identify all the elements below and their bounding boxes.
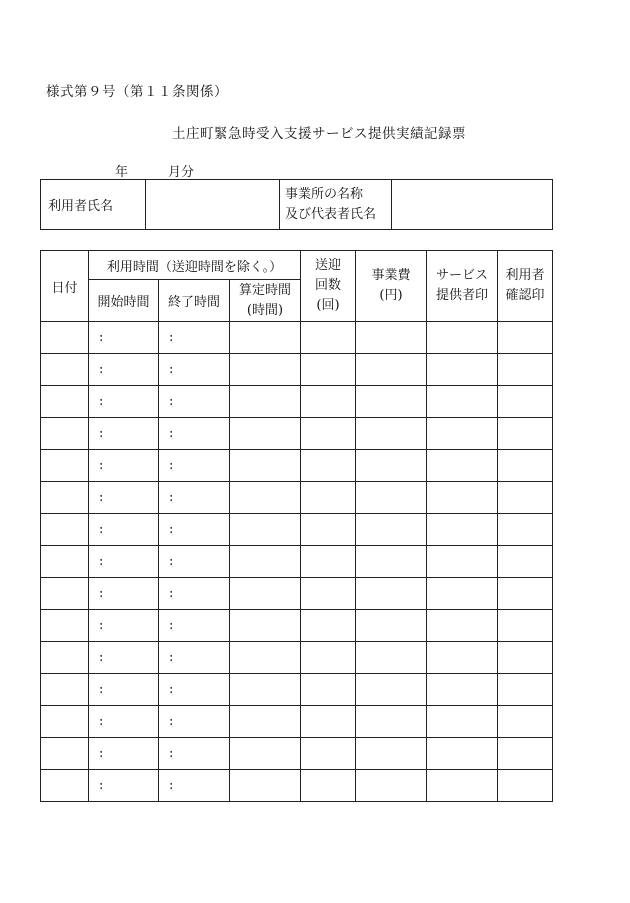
calc-time-cell[interactable] [230, 322, 301, 354]
cost-cell[interactable] [356, 706, 427, 738]
transport-count-cell[interactable] [301, 354, 356, 386]
start-time-cell[interactable] [89, 418, 159, 450]
end-time-cell[interactable] [159, 546, 230, 578]
calc-time-cell[interactable] [230, 578, 301, 610]
header-info-table [40, 179, 553, 230]
time-separator: : [169, 778, 174, 793]
transport-count-cell[interactable] [301, 770, 356, 802]
col-calc-time-line1: 算定時間 [238, 282, 291, 298]
start-time-cell[interactable] [89, 354, 159, 386]
provider-seal-cell[interactable] [427, 610, 498, 642]
col-provider-seal-line2: 提供者印 [435, 288, 488, 303]
date-cell[interactable] [41, 642, 89, 674]
cost-cell[interactable] [356, 770, 427, 802]
records-table [40, 250, 553, 802]
time-separator: : [99, 586, 104, 601]
office-label [280, 180, 392, 230]
time-separator: : [169, 330, 174, 345]
time-separator: : [99, 330, 104, 345]
date-cell[interactable] [41, 322, 89, 354]
time-separator: : [99, 554, 104, 569]
date-cell[interactable] [41, 738, 89, 770]
start-time-cell[interactable] [89, 642, 159, 674]
col-transport-header [301, 251, 356, 322]
user-seal-cell[interactable] [498, 418, 553, 450]
end-time-cell[interactable] [159, 322, 230, 354]
cost-cell[interactable] [356, 354, 427, 386]
provider-seal-cell[interactable] [427, 386, 498, 418]
date-cell[interactable] [41, 386, 89, 418]
time-separator: : [99, 618, 104, 633]
end-time-cell[interactable] [159, 418, 230, 450]
table-row [41, 674, 553, 706]
user-seal-cell[interactable] [498, 610, 553, 642]
table-row [41, 578, 553, 610]
col-calc-time-header [230, 280, 301, 322]
start-time-cell[interactable] [89, 386, 159, 418]
table-row [41, 482, 553, 514]
date-cell[interactable] [41, 450, 89, 482]
col-date-header: 日付 [41, 251, 89, 322]
transport-count-cell[interactable] [301, 738, 356, 770]
col-end-time-header: 終了時間 [159, 280, 230, 322]
calc-time-cell[interactable] [230, 738, 301, 770]
office-field[interactable] [392, 180, 553, 230]
user-seal-cell[interactable] [498, 706, 553, 738]
calc-time-cell[interactable] [230, 354, 301, 386]
cost-cell[interactable] [356, 482, 427, 514]
end-time-cell[interactable] [159, 514, 230, 546]
transport-count-cell[interactable] [301, 386, 356, 418]
transport-count-cell[interactable] [301, 578, 356, 610]
provider-seal-cell[interactable] [427, 578, 498, 610]
col-user-seal-line2: 確認印 [505, 288, 545, 303]
time-separator: : [169, 650, 174, 665]
time-separator: : [99, 778, 104, 793]
time-separator: : [99, 394, 104, 409]
transport-count-cell[interactable] [301, 674, 356, 706]
time-separator: : [169, 746, 174, 761]
user-seal-cell[interactable] [498, 482, 553, 514]
time-separator: : [99, 650, 104, 665]
start-time-cell[interactable] [89, 450, 159, 482]
table-row [41, 642, 553, 674]
user-name-field[interactable] [146, 180, 280, 230]
user-seal-cell[interactable] [498, 322, 553, 354]
transport-count-cell[interactable] [301, 482, 356, 514]
cost-cell[interactable] [356, 610, 427, 642]
cost-cell[interactable] [356, 514, 427, 546]
time-separator: : [169, 426, 174, 441]
time-separator: : [169, 682, 174, 697]
start-time-cell[interactable] [89, 738, 159, 770]
col-cost-line1: 事業費 [371, 268, 411, 283]
user-seal-cell[interactable] [498, 546, 553, 578]
end-time-cell[interactable] [159, 674, 230, 706]
provider-seal-cell[interactable] [427, 738, 498, 770]
time-separator: : [99, 714, 104, 729]
user-seal-cell[interactable] [498, 770, 553, 802]
period-year-label: 年 [115, 165, 129, 180]
office-label-line1: 事業所の名称 [285, 186, 364, 202]
table-row [41, 610, 553, 642]
start-time-cell[interactable] [89, 770, 159, 802]
user-seal-cell[interactable] [498, 738, 553, 770]
calc-time-cell[interactable] [230, 642, 301, 674]
end-time-cell[interactable] [159, 770, 230, 802]
time-separator: : [169, 522, 174, 537]
provider-seal-cell[interactable] [427, 546, 498, 578]
table-row [41, 450, 553, 482]
time-separator: : [169, 490, 174, 505]
time-separator: : [169, 554, 174, 569]
col-cost-line2: (円) [379, 288, 403, 303]
transport-count-cell[interactable] [301, 706, 356, 738]
provider-seal-cell[interactable] [427, 514, 498, 546]
col-user-seal-header [498, 251, 553, 322]
time-separator: : [169, 618, 174, 633]
user-seal-cell[interactable] [498, 578, 553, 610]
col-provider-seal-header [427, 251, 498, 322]
office-label-line2: 及び代表者氏名 [285, 206, 377, 222]
time-separator: : [99, 746, 104, 761]
start-time-cell[interactable] [89, 546, 159, 578]
provider-seal-cell[interactable] [427, 642, 498, 674]
cost-cell[interactable] [356, 418, 427, 450]
calc-time-cell[interactable] [230, 386, 301, 418]
provider-seal-cell[interactable] [427, 482, 498, 514]
cost-cell[interactable] [356, 642, 427, 674]
table-row [41, 322, 553, 354]
time-separator: : [99, 458, 104, 473]
date-cell[interactable] [41, 706, 89, 738]
provider-seal-cell[interactable] [427, 354, 498, 386]
date-cell[interactable] [41, 418, 89, 450]
calc-time-cell[interactable] [230, 610, 301, 642]
date-cell[interactable] [41, 610, 89, 642]
calc-time-cell[interactable] [230, 482, 301, 514]
time-separator: : [169, 586, 174, 601]
cost-cell[interactable] [356, 322, 427, 354]
calc-time-cell[interactable] [230, 418, 301, 450]
provider-seal-cell[interactable] [427, 418, 498, 450]
date-cell[interactable] [41, 674, 89, 706]
cost-cell[interactable] [356, 386, 427, 418]
col-user-seal-line1: 利用者 [505, 268, 545, 283]
date-cell[interactable] [41, 354, 89, 386]
start-time-cell[interactable] [89, 514, 159, 546]
time-separator: : [99, 682, 104, 697]
calc-time-cell[interactable] [230, 514, 301, 546]
end-time-cell[interactable] [159, 482, 230, 514]
table-row [41, 770, 553, 802]
date-cell[interactable] [41, 578, 89, 610]
table-row [41, 706, 553, 738]
date-cell[interactable] [41, 482, 89, 514]
end-time-cell[interactable] [159, 642, 230, 674]
transport-count-cell[interactable] [301, 546, 356, 578]
end-time-cell[interactable] [159, 578, 230, 610]
provider-seal-cell[interactable] [427, 770, 498, 802]
table-row [41, 738, 553, 770]
calc-time-cell[interactable] [230, 674, 301, 706]
time-separator: : [99, 362, 104, 377]
time-separator: : [169, 362, 174, 377]
start-time-cell[interactable] [89, 322, 159, 354]
start-time-cell[interactable] [89, 674, 159, 706]
start-time-cell[interactable] [89, 578, 159, 610]
provider-seal-cell[interactable] [427, 706, 498, 738]
start-time-cell[interactable] [89, 482, 159, 514]
cost-cell[interactable] [356, 738, 427, 770]
time-separator: : [169, 714, 174, 729]
end-time-cell[interactable] [159, 354, 230, 386]
col-transport-line1: 送迎 [314, 258, 341, 273]
end-time-cell[interactable] [159, 738, 230, 770]
period-month-label: 月分 [168, 165, 195, 180]
user-seal-cell[interactable] [498, 642, 553, 674]
transport-count-cell[interactable] [301, 610, 356, 642]
date-cell[interactable] [41, 770, 89, 802]
user-seal-cell[interactable] [498, 514, 553, 546]
table-row [41, 354, 553, 386]
col-usage-time-header: 利用時間（送迎時間を除く。） [89, 251, 301, 280]
cost-cell[interactable] [356, 674, 427, 706]
end-time-cell[interactable] [159, 450, 230, 482]
transport-count-cell[interactable] [301, 418, 356, 450]
col-provider-seal-line1: サービス [435, 268, 488, 283]
start-time-cell[interactable] [89, 706, 159, 738]
document-title: 土庄町緊急時受入支援サービス提供実績記録票 [172, 126, 466, 142]
date-cell[interactable] [41, 514, 89, 546]
col-calc-time-line2: (時間) [246, 302, 284, 318]
table-row [41, 386, 553, 418]
time-separator: : [169, 458, 174, 473]
table-row [41, 546, 553, 578]
provider-seal-cell[interactable] [427, 322, 498, 354]
transport-count-cell[interactable] [301, 642, 356, 674]
user-seal-cell[interactable] [498, 354, 553, 386]
user-name-label: 利用者氏名 [41, 180, 146, 230]
calc-time-cell[interactable] [230, 770, 301, 802]
time-separator: : [99, 522, 104, 537]
cost-cell[interactable] [356, 450, 427, 482]
col-transport-line2: 回数 [314, 278, 341, 293]
end-time-cell[interactable] [159, 386, 230, 418]
user-seal-cell[interactable] [498, 450, 553, 482]
provider-seal-cell[interactable] [427, 450, 498, 482]
time-separator: : [169, 394, 174, 409]
start-time-cell[interactable] [89, 610, 159, 642]
transport-count-cell[interactable] [301, 322, 356, 354]
date-cell[interactable] [41, 546, 89, 578]
time-separator: : [99, 490, 104, 505]
user-seal-cell[interactable] [498, 386, 553, 418]
table-row [41, 514, 553, 546]
transport-count-cell[interactable] [301, 450, 356, 482]
col-start-time-header: 開始時間 [89, 280, 159, 322]
form-number: 様式第９号（第１１条関係） [46, 84, 228, 100]
calc-time-cell[interactable] [230, 450, 301, 482]
cost-cell[interactable] [356, 578, 427, 610]
user-seal-cell[interactable] [498, 674, 553, 706]
col-cost-header [356, 251, 427, 322]
time-separator: : [99, 426, 104, 441]
col-transport-line3: (回) [316, 298, 340, 313]
calc-time-cell[interactable] [230, 706, 301, 738]
transport-count-cell[interactable] [301, 514, 356, 546]
provider-seal-cell[interactable] [427, 674, 498, 706]
calc-time-cell[interactable] [230, 546, 301, 578]
cost-cell[interactable] [356, 546, 427, 578]
table-row [41, 418, 553, 450]
end-time-cell[interactable] [159, 610, 230, 642]
end-time-cell[interactable] [159, 706, 230, 738]
